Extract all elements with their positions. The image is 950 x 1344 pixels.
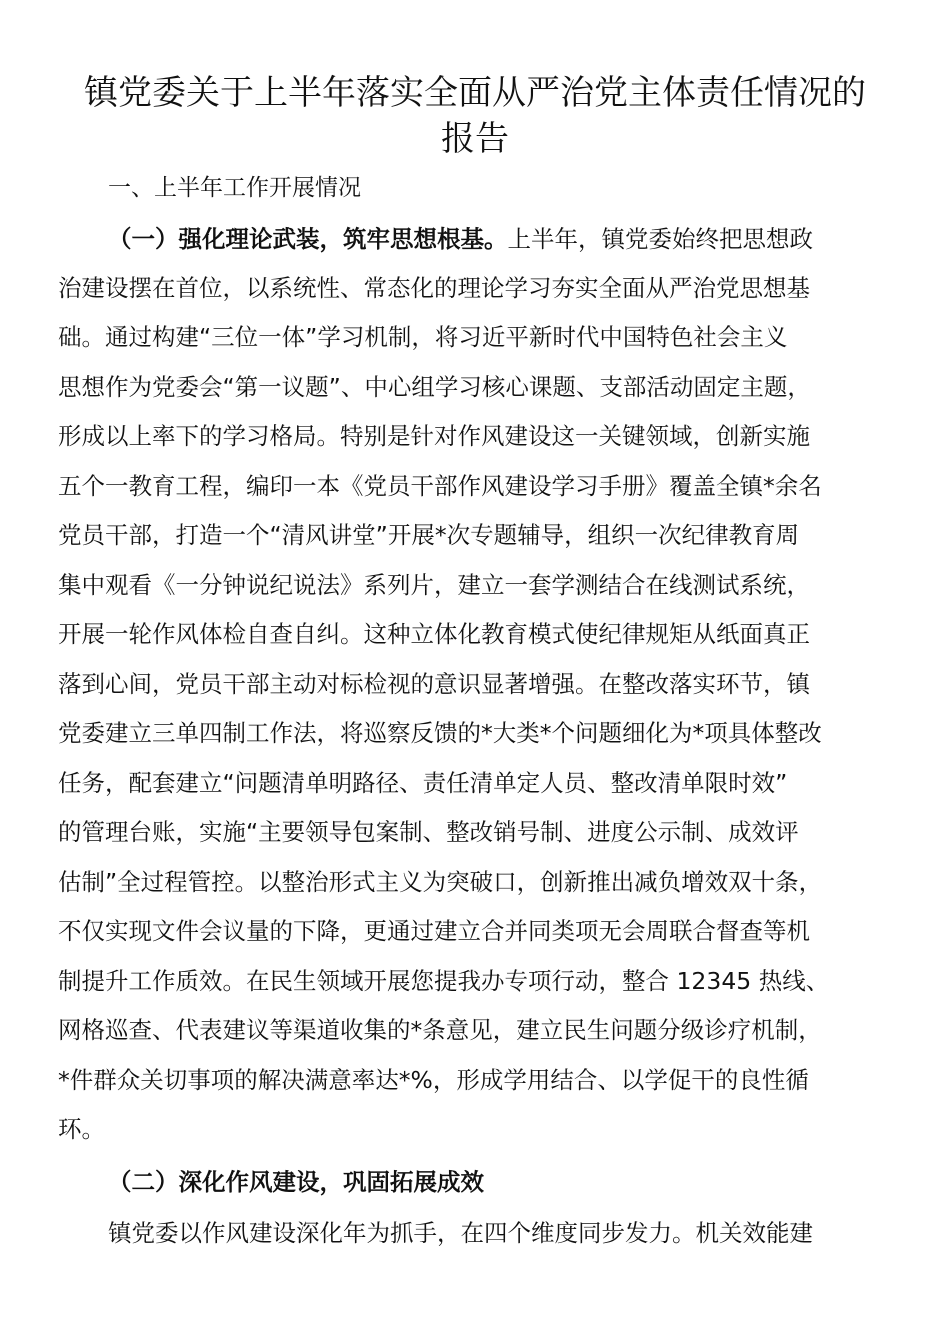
paragraph-line: 治建设摆在首位，以系统性、常态化的理论学习夯实全面从严治党思想基 xyxy=(58,274,810,302)
title-line-2: 报告 xyxy=(441,119,509,159)
paragraph-line: *件群众关切事项的解决满意率达*%，形成学用结合、以学促干的良性循 xyxy=(58,1066,809,1094)
paragraph-line: 开展一轮作风体检自查自纠。这种立体化教育模式使纪律规矩从纸面真正 xyxy=(58,620,810,648)
paragraph-line: 础。通过构建“三位一体”学习机制，将习近平新时代中国特色社会主义 xyxy=(58,323,788,351)
subsection-lead: （一）强化理论武装，筑牢思想根基。 xyxy=(108,225,508,253)
paragraph-line: 的管理台账，实施“主要领导包案制、整改销号制、进度公示制、成效评 xyxy=(58,818,799,846)
section-heading: 一、上半年工作开展情况 xyxy=(108,175,361,201)
paragraph-line xyxy=(108,224,948,254)
paragraph-line: 镇党委以作风建设深化年为抓手，在四个维度同步发力。机关效能建 xyxy=(108,1219,813,1247)
subsection-heading: （二）深化作风建设，巩固拓展成效 xyxy=(108,1168,484,1196)
paragraph-line: 不仅实现文件会议量的下降，更通过建立合并同类项无会周联合督查等机 xyxy=(58,917,810,945)
paragraph-line: 落到心间，党员干部主动对标检视的意识显著增强。在整改落实环节，镇 xyxy=(58,670,810,698)
paragraph-line: 五个一教育工程，编印一本《党员干部作风建设学习手册》覆盖全镇*余名 xyxy=(58,472,822,500)
paragraph-line: 制提升工作质效。在民生领域开展您提我办专项行动，整合 12345 热线、 xyxy=(58,967,830,995)
paragraph-line: 任务，配套建立“问题清单明路径、责任清单定人员、整改清单限时效” xyxy=(58,769,788,797)
paragraph-line: 网格巡查、代表建议等渠道收集的*条意见，建立民生问题分级诊疗机制， xyxy=(58,1016,822,1044)
paragraph-line: 思想作为党委会“第一议题”、中心组学习核心课题、支部活动固定主题， xyxy=(58,373,811,401)
paragraph-line: 集中观看《一分钟说纪说法》系列片，建立一套学测结合在线测试系统， xyxy=(58,571,810,599)
paragraph-line: 党委建立三单四制工作法，将巡察反馈的*大类*个问题细化为*项具体整改 xyxy=(58,719,822,747)
paragraph-line: 环。 xyxy=(58,1115,105,1143)
paragraph-line: 估制”全过程管控。以整治形式主义为突破口，创新推出减负增效双十条， xyxy=(58,868,823,896)
title-line-1: 镇党委关于上半年落实全面从严治党主体责任情况的 xyxy=(84,73,866,113)
paragraph-line: 形成以上率下的学习格局。特别是针对作风建设这一关键领域，创新实施 xyxy=(58,422,810,450)
document-title xyxy=(40,70,910,162)
paragraph-text: 上半年，镇党委始终把思想政 xyxy=(507,225,813,253)
paragraph-line: 党员干部，打造一个“清风讲堂”开展*次专题辅导，组织一次纪律教育周 xyxy=(58,521,800,549)
